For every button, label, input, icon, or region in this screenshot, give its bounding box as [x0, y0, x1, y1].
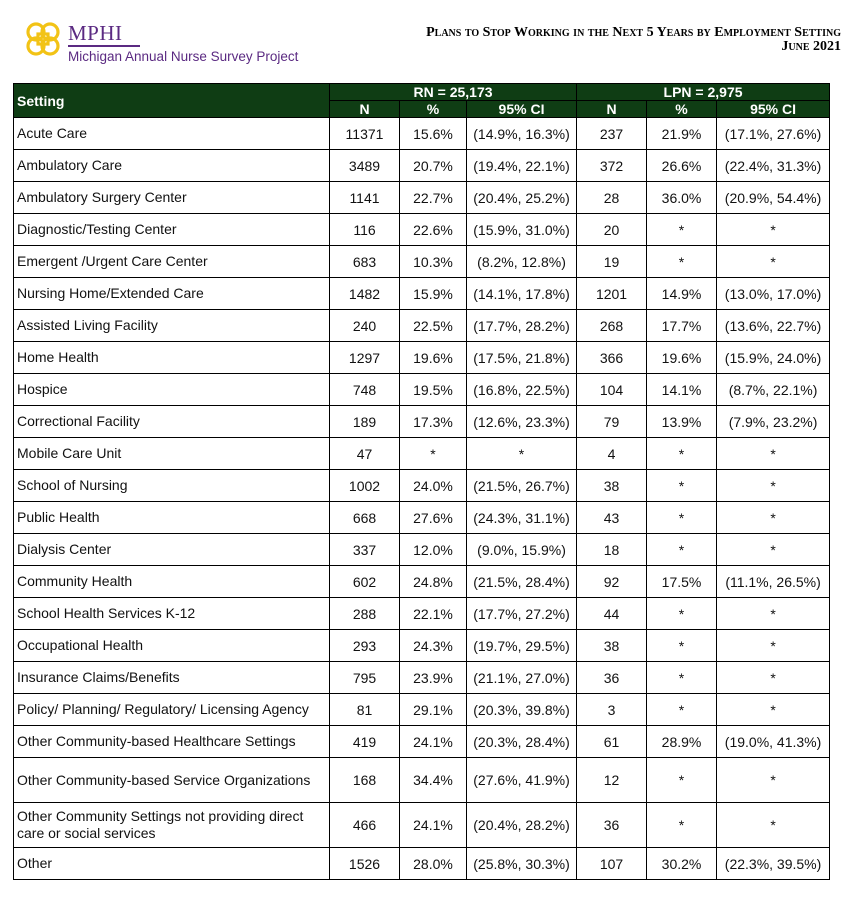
- rn-pct-cell: 12.0%: [400, 534, 467, 566]
- rn-ci-cell: (24.3%, 31.1%): [467, 502, 577, 534]
- lpn-n-cell: 28: [577, 182, 647, 214]
- lpn-ci-cell: *: [717, 534, 830, 566]
- title-line-1: Plans to Stop Working in the Next 5 Years by Employment Setting: [426, 25, 841, 40]
- lpn-pct-cell: *: [647, 758, 717, 803]
- setting-cell: Other Community-based Healthcare Settings: [14, 726, 330, 758]
- mphi-logo: [22, 18, 302, 70]
- rn-ci-cell: (9.0%, 15.9%): [467, 534, 577, 566]
- lpn-pct-cell: 21.9%: [647, 118, 717, 150]
- rn-ci-cell: (8.2%, 12.8%): [467, 246, 577, 278]
- lpn-pct-cell: 36.0%: [647, 182, 717, 214]
- lpn-pct-cell: *: [647, 662, 717, 694]
- rn-n-cell: 602: [330, 566, 400, 598]
- lpn-ci-cell: *: [717, 214, 830, 246]
- lpn-n-cell: 92: [577, 566, 647, 598]
- table-row: [14, 758, 830, 803]
- table-row: [14, 374, 830, 406]
- rn-n-cell: 288: [330, 598, 400, 630]
- lpn-ci-cell: *: [717, 803, 830, 848]
- rn-ci-cell: (16.8%, 22.5%): [467, 374, 577, 406]
- lpn-n-cell: 372: [577, 150, 647, 182]
- rn-pct-cell: *: [400, 438, 467, 470]
- rn-n-cell: 116: [330, 214, 400, 246]
- rn-pct-cell: 15.9%: [400, 278, 467, 310]
- rn-pct-header: %: [400, 101, 467, 118]
- table-row: [14, 803, 830, 848]
- rn-n-cell: 3489: [330, 150, 400, 182]
- lpn-n-cell: 3: [577, 694, 647, 726]
- rn-ci-cell: (17.7%, 27.2%): [467, 598, 577, 630]
- setting-cell: Insurance Claims/Benefits: [14, 662, 330, 694]
- setting-cell: Community Health: [14, 566, 330, 598]
- rn-ci-cell: (14.1%, 17.8%): [467, 278, 577, 310]
- lpn-n-cell: 36: [577, 662, 647, 694]
- lpn-ci-cell: *: [717, 662, 830, 694]
- lpn-n-cell: 268: [577, 310, 647, 342]
- lpn-pct-cell: 14.9%: [647, 278, 717, 310]
- rn-pct-cell: 17.3%: [400, 406, 467, 438]
- table-row: [14, 694, 830, 726]
- rn-pct-cell: 27.6%: [400, 502, 467, 534]
- rn-ci-cell: (20.4%, 25.2%): [467, 182, 577, 214]
- lpn-n-cell: 1201: [577, 278, 647, 310]
- rn-n-cell: 795: [330, 662, 400, 694]
- lpn-n-header: N: [577, 101, 647, 118]
- table-row: [14, 246, 830, 278]
- lpn-pct-cell: *: [647, 214, 717, 246]
- lpn-pct-cell: *: [647, 246, 717, 278]
- lpn-ci-cell: (7.9%, 23.2%): [717, 406, 830, 438]
- rn-pct-cell: 24.1%: [400, 726, 467, 758]
- rn-pct-cell: 34.4%: [400, 758, 467, 803]
- rn-pct-cell: 19.5%: [400, 374, 467, 406]
- lpn-ci-cell: (8.7%, 22.1%): [717, 374, 830, 406]
- rn-n-cell: 240: [330, 310, 400, 342]
- table-row: [14, 598, 830, 630]
- lpn-n-cell: 19: [577, 246, 647, 278]
- table-row: [14, 278, 830, 310]
- setting-cell: Other Community Settings not providing direct care or social services: [14, 803, 330, 848]
- lpn-n-cell: 43: [577, 502, 647, 534]
- table-row: [14, 310, 830, 342]
- lpn-ci-cell: *: [717, 438, 830, 470]
- setting-cell: Nursing Home/Extended Care: [14, 278, 330, 310]
- lpn-ci-cell: *: [717, 502, 830, 534]
- setting-cell: Public Health: [14, 502, 330, 534]
- setting-cell: School Health Services K-12: [14, 598, 330, 630]
- lpn-pct-cell: *: [647, 630, 717, 662]
- rn-n-cell: 419: [330, 726, 400, 758]
- table-row: [14, 118, 830, 150]
- setting-cell: Other: [14, 848, 330, 880]
- setting-cell: Acute Care: [14, 118, 330, 150]
- rn-n-cell: 1297: [330, 342, 400, 374]
- rn-pct-cell: 28.0%: [400, 848, 467, 880]
- lpn-ci-cell: (17.1%, 27.6%): [717, 118, 830, 150]
- rn-ci-cell: (19.7%, 29.5%): [467, 630, 577, 662]
- rn-pct-cell: 29.1%: [400, 694, 467, 726]
- rn-n-cell: 466: [330, 803, 400, 848]
- header-row-groups: [14, 84, 830, 101]
- table-row: [14, 726, 830, 758]
- rn-ci-cell: (20.3%, 28.4%): [467, 726, 577, 758]
- lpn-pct-cell: *: [647, 438, 717, 470]
- rn-ci-cell: (21.1%, 27.0%): [467, 662, 577, 694]
- logo-name: MPHI: [68, 21, 123, 45]
- rn-n-cell: 1482: [330, 278, 400, 310]
- lpn-ci-cell: (19.0%, 41.3%): [717, 726, 830, 758]
- rn-ci-cell: (17.7%, 28.2%): [467, 310, 577, 342]
- lpn-pct-cell: 17.5%: [647, 566, 717, 598]
- lpn-pct-cell: 26.6%: [647, 150, 717, 182]
- data-table: [13, 83, 830, 880]
- setting-cell: Mobile Care Unit: [14, 438, 330, 470]
- setting-header: Setting: [14, 84, 330, 118]
- lpn-n-cell: 20: [577, 214, 647, 246]
- rn-group-header: RN = 25,173: [330, 84, 577, 101]
- table-row: [14, 630, 830, 662]
- rn-n-cell: 683: [330, 246, 400, 278]
- lpn-pct-cell: *: [647, 470, 717, 502]
- rn-ci-cell: (21.5%, 28.4%): [467, 566, 577, 598]
- table-row: [14, 438, 830, 470]
- lpn-pct-cell: 13.9%: [647, 406, 717, 438]
- lpn-pct-cell: 30.2%: [647, 848, 717, 880]
- rn-n-cell: 47: [330, 438, 400, 470]
- setting-cell: Ambulatory Surgery Center: [14, 182, 330, 214]
- lpn-pct-cell: *: [647, 803, 717, 848]
- setting-cell: Hospice: [14, 374, 330, 406]
- rn-pct-cell: 22.6%: [400, 214, 467, 246]
- table-row: [14, 502, 830, 534]
- lpn-ci-cell: *: [717, 694, 830, 726]
- rn-n-cell: 748: [330, 374, 400, 406]
- lpn-ci-cell: (22.4%, 31.3%): [717, 150, 830, 182]
- rn-n-cell: 1141: [330, 182, 400, 214]
- lpn-ci-cell: (20.9%, 54.4%): [717, 182, 830, 214]
- setting-cell: School of Nursing: [14, 470, 330, 502]
- lpn-n-cell: 38: [577, 630, 647, 662]
- lpn-n-cell: 366: [577, 342, 647, 374]
- lpn-ci-cell: (13.0%, 17.0%): [717, 278, 830, 310]
- rn-pct-cell: 15.6%: [400, 118, 467, 150]
- rn-ci-cell: (21.5%, 26.7%): [467, 470, 577, 502]
- lpn-ci-header: 95% CI: [717, 101, 830, 118]
- lpn-ci-cell: *: [717, 470, 830, 502]
- rn-ci-cell: (27.6%, 41.9%): [467, 758, 577, 803]
- rn-ci-cell: (20.4%, 28.2%): [467, 803, 577, 848]
- rn-n-cell: 293: [330, 630, 400, 662]
- rn-pct-cell: 10.3%: [400, 246, 467, 278]
- table-row: [14, 150, 830, 182]
- lpn-pct-cell: 14.1%: [647, 374, 717, 406]
- rn-pct-cell: 22.5%: [400, 310, 467, 342]
- lpn-pct-cell: 28.9%: [647, 726, 717, 758]
- rn-pct-cell: 24.8%: [400, 566, 467, 598]
- rn-n-cell: 11371: [330, 118, 400, 150]
- setting-cell: Policy/ Planning/ Regulatory/ Licensing Agency: [14, 694, 330, 726]
- rn-ci-cell: (19.4%, 22.1%): [467, 150, 577, 182]
- lpn-ci-cell: (22.3%, 39.5%): [717, 848, 830, 880]
- rn-ci-cell: (20.3%, 39.8%): [467, 694, 577, 726]
- setting-cell: Correctional Facility: [14, 406, 330, 438]
- table-row: [14, 342, 830, 374]
- title-line-2: June 2021: [781, 39, 841, 54]
- lpn-pct-cell: *: [647, 598, 717, 630]
- lpn-group-header: LPN = 2,975: [577, 84, 830, 101]
- lpn-pct-cell: *: [647, 534, 717, 566]
- setting-cell: Dialysis Center: [14, 534, 330, 566]
- lpn-pct-cell: *: [647, 694, 717, 726]
- rn-n-header: N: [330, 101, 400, 118]
- rn-n-cell: 1526: [330, 848, 400, 880]
- lpn-ci-cell: *: [717, 630, 830, 662]
- lpn-n-cell: 38: [577, 470, 647, 502]
- logo-rule: [68, 45, 140, 47]
- lpn-pct-header: %: [647, 101, 717, 118]
- lpn-n-cell: 79: [577, 406, 647, 438]
- rn-ci-cell: (14.9%, 16.3%): [467, 118, 577, 150]
- rn-n-cell: 189: [330, 406, 400, 438]
- rn-n-cell: 168: [330, 758, 400, 803]
- lpn-ci-cell: (13.6%, 22.7%): [717, 310, 830, 342]
- rn-ci-cell: (15.9%, 31.0%): [467, 214, 577, 246]
- setting-cell: Home Health: [14, 342, 330, 374]
- rn-n-cell: 81: [330, 694, 400, 726]
- rn-ci-cell: *: [467, 438, 577, 470]
- rn-pct-cell: 23.9%: [400, 662, 467, 694]
- lpn-n-cell: 44: [577, 598, 647, 630]
- rn-pct-cell: 19.6%: [400, 342, 467, 374]
- rn-pct-cell: 22.7%: [400, 182, 467, 214]
- setting-cell: Occupational Health: [14, 630, 330, 662]
- lpn-n-cell: 36: [577, 803, 647, 848]
- table-row: [14, 182, 830, 214]
- lpn-ci-cell: *: [717, 758, 830, 803]
- rn-pct-cell: 24.3%: [400, 630, 467, 662]
- table-row: [14, 662, 830, 694]
- lpn-n-cell: 12: [577, 758, 647, 803]
- lpn-ci-cell: (11.1%, 26.5%): [717, 566, 830, 598]
- logo-subtitle: Michigan Annual Nurse Survey Project: [68, 49, 299, 64]
- table-row: [14, 470, 830, 502]
- rn-pct-cell: 24.1%: [400, 803, 467, 848]
- lpn-ci-cell: *: [717, 246, 830, 278]
- lpn-n-cell: 18: [577, 534, 647, 566]
- table-row: [14, 406, 830, 438]
- rn-ci-cell: (12.6%, 23.3%): [467, 406, 577, 438]
- setting-cell: Ambulatory Care: [14, 150, 330, 182]
- lpn-ci-cell: (15.9%, 24.0%): [717, 342, 830, 374]
- lpn-pct-cell: *: [647, 502, 717, 534]
- table-row: [14, 566, 830, 598]
- lpn-n-cell: 107: [577, 848, 647, 880]
- rn-pct-cell: 20.7%: [400, 150, 467, 182]
- table-row: [14, 214, 830, 246]
- rn-ci-cell: (25.8%, 30.3%): [467, 848, 577, 880]
- rn-ci-cell: (17.5%, 21.8%): [467, 342, 577, 374]
- rn-n-cell: 1002: [330, 470, 400, 502]
- table-row: [14, 534, 830, 566]
- table-row: [14, 848, 830, 880]
- lpn-n-cell: 237: [577, 118, 647, 150]
- setting-cell: Assisted Living Facility: [14, 310, 330, 342]
- rn-n-cell: 668: [330, 502, 400, 534]
- lpn-n-cell: 104: [577, 374, 647, 406]
- setting-cell: Other Community-based Service Organizations: [14, 758, 330, 803]
- rn-pct-cell: 22.1%: [400, 598, 467, 630]
- page-title: [426, 26, 841, 54]
- mphi-knot-icon: [22, 20, 66, 60]
- lpn-pct-cell: 19.6%: [647, 342, 717, 374]
- rn-ci-header: 95% CI: [467, 101, 577, 118]
- rn-n-cell: 337: [330, 534, 400, 566]
- setting-cell: Emergent /Urgent Care Center: [14, 246, 330, 278]
- lpn-n-cell: 61: [577, 726, 647, 758]
- setting-cell: Diagnostic/Testing Center: [14, 214, 330, 246]
- lpn-ci-cell: *: [717, 598, 830, 630]
- lpn-pct-cell: 17.7%: [647, 310, 717, 342]
- lpn-n-cell: 4: [577, 438, 647, 470]
- rn-pct-cell: 24.0%: [400, 470, 467, 502]
